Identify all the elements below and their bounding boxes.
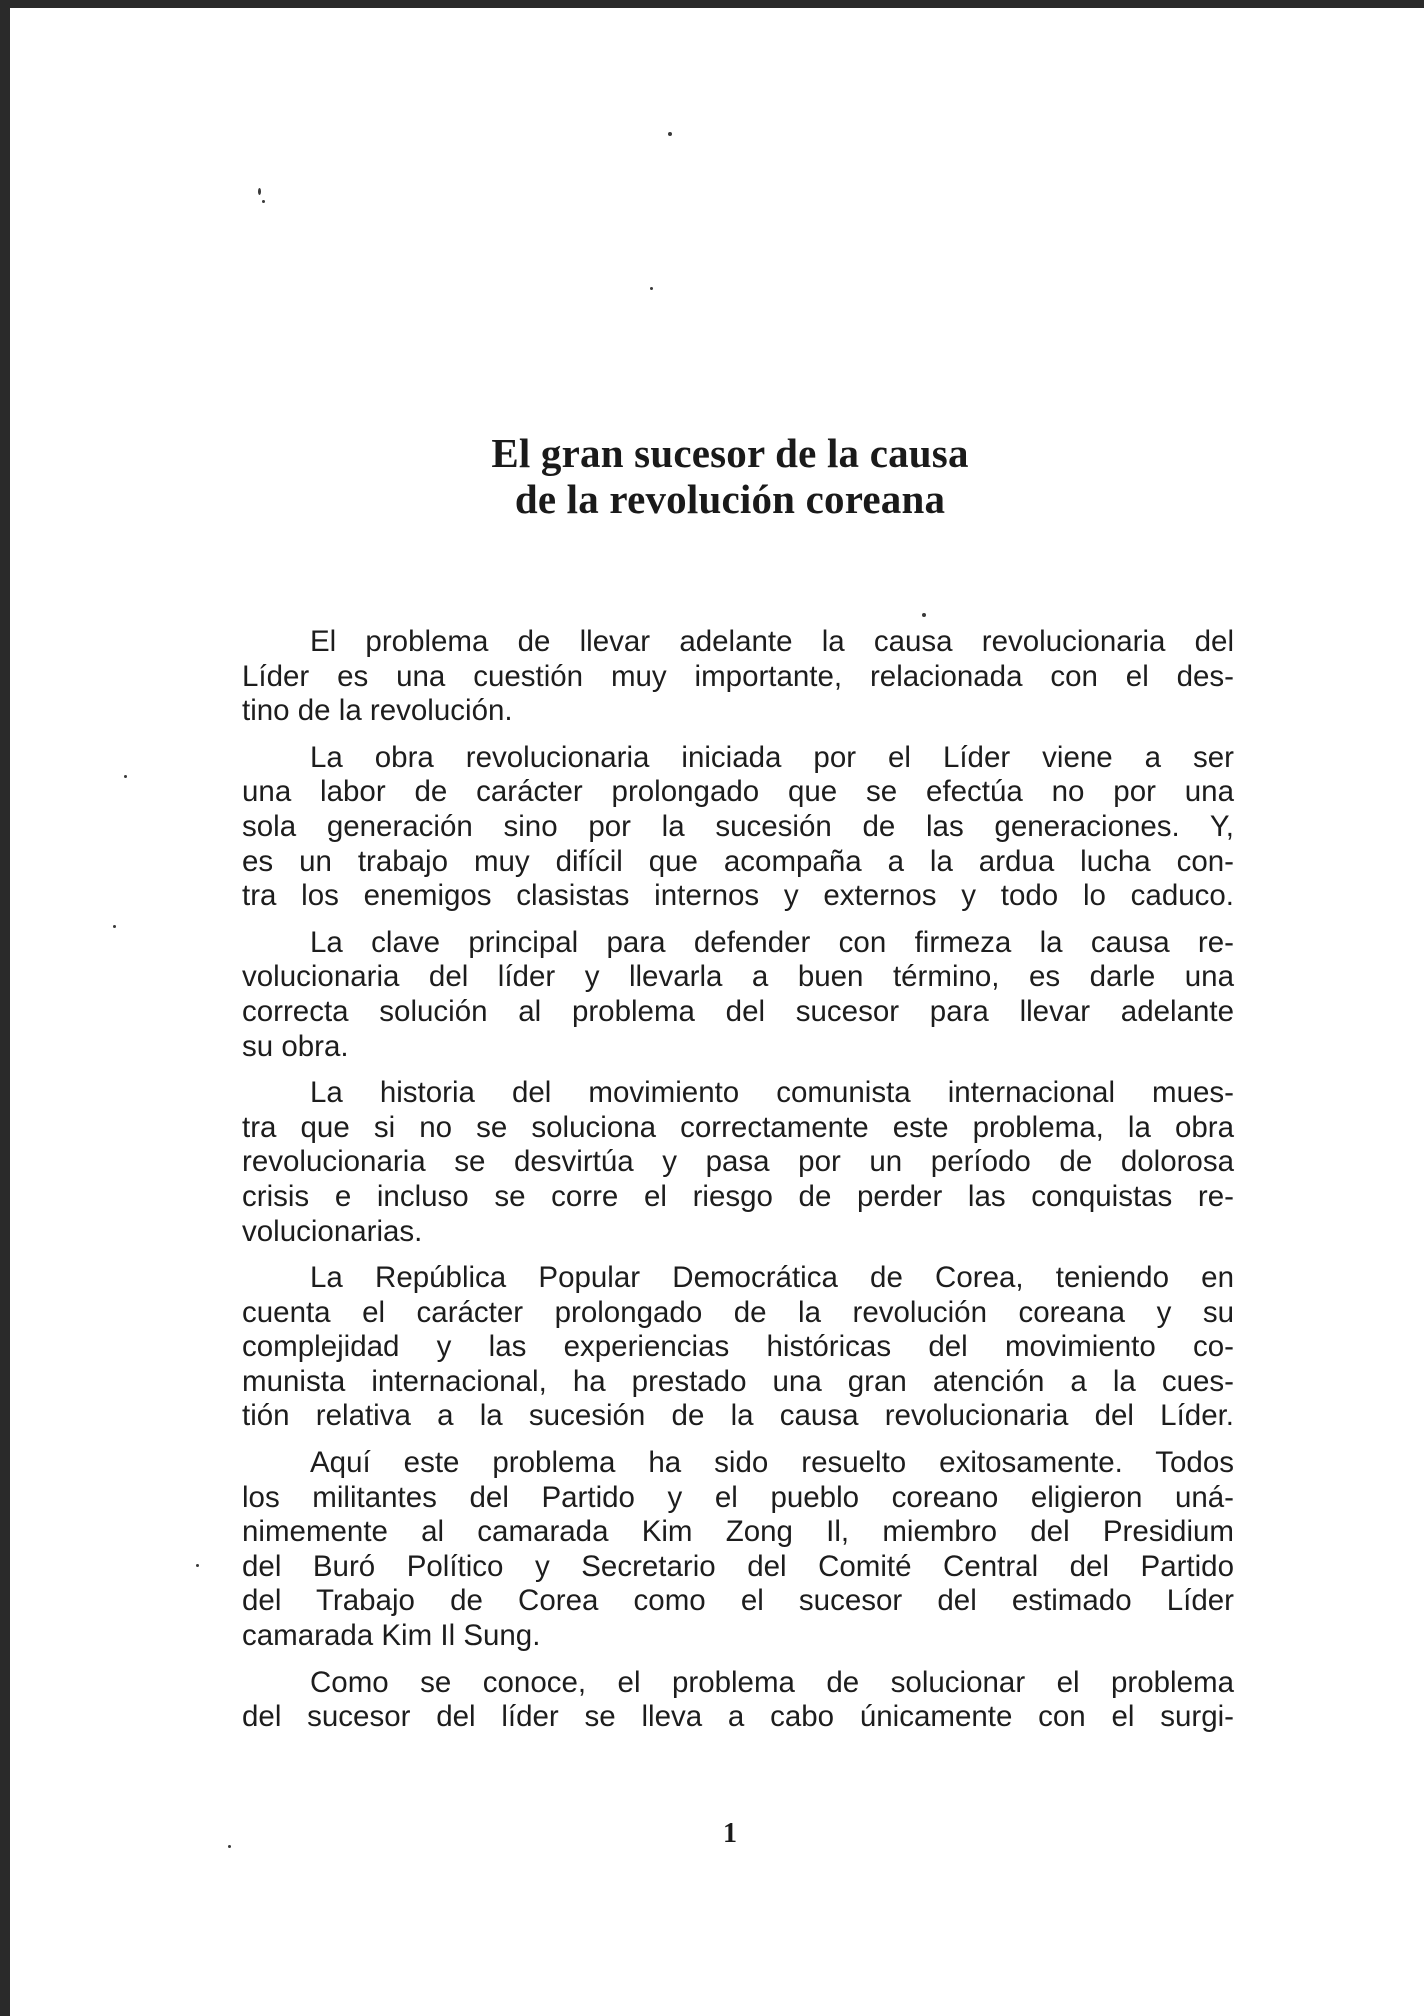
text-line: Aquí este problema ha sido resuelto exitosamente. Todos: [310, 1446, 1234, 1480]
text-line: su obra.: [242, 1029, 349, 1063]
scan-speck: [262, 200, 265, 203]
text-line: La obra revolucionaria iniciada por el Líder viene a ser: [310, 740, 1234, 774]
scan-speck: [124, 775, 127, 778]
text-line: una labor de carácter prolongado que se efectúa no por una: [242, 775, 1234, 809]
text-line: La clave principal para defender con firmeza la causa re-: [310, 925, 1234, 959]
text-line: Como se conoce, el problema de solucionar el problema: [310, 1665, 1234, 1699]
body-text: [242, 625, 1234, 1747]
text-line: crisis e incluso se corre el riesgo de perder las conquistas re-: [242, 1179, 1234, 1213]
text-line: munista internacional, ha prestado una gran atención a la cues-: [242, 1364, 1234, 1398]
scan-speck: [668, 132, 672, 136]
page-border-top: [0, 0, 1424, 8]
scan-speck: [196, 1564, 199, 1567]
title-line-2: de la revolución coreana: [514, 476, 946, 522]
text-line: revolucionaria se desvirtúa y pasa por un período de dolorosa: [242, 1145, 1234, 1179]
paragraph-3: [242, 926, 1234, 1064]
page-border-left: [0, 0, 10, 2016]
text-line: volucionarias.: [242, 1214, 423, 1248]
text-line: camarada Kim Il Sung.: [242, 1619, 541, 1653]
text-line: del Buró Político y Secretario del Comité Central del Partido: [242, 1549, 1234, 1583]
paragraph-6: [242, 1446, 1234, 1654]
paragraph-1: [242, 625, 1234, 729]
page-title: [240, 430, 1220, 522]
text-line: nimemente al camarada Kim Zong Il, miembro del Presidium: [242, 1515, 1234, 1549]
text-line: El problema de llevar adelante la causa revolucionaria del: [310, 625, 1234, 658]
text-line: correcta solución al problema del sucesor para llevar adelante: [242, 994, 1234, 1028]
paragraph-5: [242, 1261, 1234, 1434]
text-line: tión relativa a la sucesión de la causa revolucionaria del Líder.: [242, 1399, 1234, 1433]
title-line-1: El gran sucesor de la causa: [491, 430, 969, 476]
scan-speck: [113, 925, 116, 928]
text-line: volucionaria del líder y llevarla a buen término, es darle una: [242, 960, 1234, 994]
text-line: es un trabajo muy difícil que acompaña a la ardua lucha con-: [242, 844, 1234, 878]
text-line: tino de la revolución.: [242, 694, 513, 728]
page-number: 1: [723, 1818, 737, 1849]
text-line: cuenta el carácter prolongado de la revolución coreana y su: [242, 1295, 1234, 1329]
scan-speck: [258, 188, 261, 195]
paragraph-4: [242, 1076, 1234, 1249]
text-line: del sucesor del líder se lleva a cabo únicamente con el surgi-: [242, 1700, 1234, 1734]
paragraph-2: [242, 741, 1234, 914]
scan-speck: [650, 287, 653, 290]
text-line: complejidad y las experiencias históricas del movimiento co-: [242, 1330, 1234, 1364]
scan-speck: [922, 613, 926, 617]
text-line: tra los enemigos clasistas internos y externos y todo lo caduco.: [242, 879, 1234, 913]
text-line: sola generación sino por la sucesión de las generaciones. Y,: [242, 809, 1234, 843]
text-line: del Trabajo de Corea como el sucesor del estimado Líder: [242, 1584, 1234, 1618]
text-line: los militantes del Partido y el pueblo coreano eligieron uná-: [242, 1480, 1234, 1514]
text-line: tra que si no se soluciona correctamente este problema, la obra: [242, 1110, 1234, 1144]
text-line: Líder es una cuestión muy importante, relacionada con el des-: [242, 659, 1234, 693]
scan-speck: [228, 1845, 231, 1848]
paragraph-7: [242, 1666, 1234, 1735]
text-line: La República Popular Democrática de Corea, teniendo en: [310, 1261, 1234, 1295]
text-line: La historia del movimiento comunista internacional mues-: [310, 1076, 1234, 1110]
